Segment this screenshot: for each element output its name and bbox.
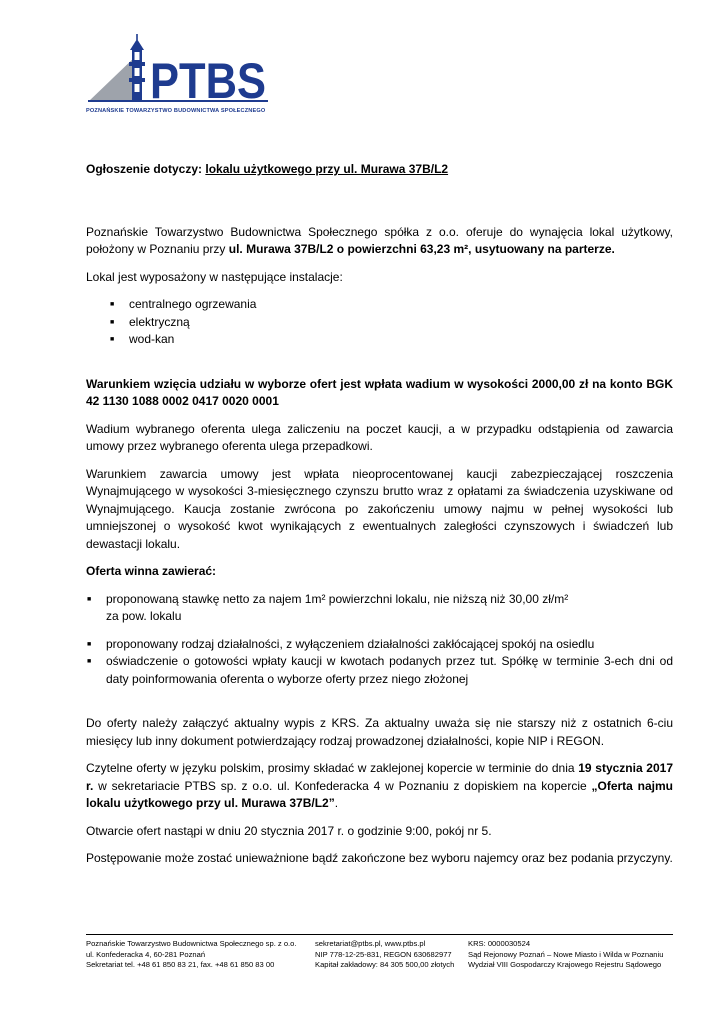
announcement-subject: [86, 161, 673, 179]
subject-prefix: Ogłoszenie dotyczy:: [86, 162, 206, 176]
deposit-paragraph-2: Warunkiem zawarcia umowy jest wpłata nieoprocentowanej kaucji zabezpieczającej roszczenia Wynajmującego w wysokości 3-miesięcznego czynszu brutto wraz z opłatami za świadczenia uzyskiwane od Wynajmującego. Kaucja zostanie zwrócona po zakończeniu umowy najmu w pełnej wysokości lub umniejszonej o wysokość kwot wynikających z ewentualnych zaległości czynszowych i świadczeń lub dewastacji lokalu.: [86, 466, 673, 551]
submission-paragraph: [86, 760, 673, 813]
installations-lead: Lokal jest wyposażony w następujące instalacje:: [86, 269, 343, 284]
footer-line: Sekretariat tel. +48 61 850 83 21, fax. +48 61 850 83 00: [86, 960, 275, 969]
deposit-heading: Warunkiem wzięcia udziału w wyborze ofert jest wpłata wadium w wysokości 2000,00 zł na konto BGK 42 1130 1088 0002 0417 0020 0001: [86, 376, 673, 408]
offer-item-1-line-1: proponowaną stawkę netto za najem 1m² powierzchni lokalu, nie niższą niż 30,00 zł/m²: [106, 591, 569, 606]
logo-wordmark: PTBS: [150, 53, 266, 106]
tower-logo-icon: [86, 34, 271, 106]
list-item: [86, 591, 673, 626]
list-item: ■ proponowany rodzaj działalności, z wyłączeniem działalności zakłócającej spokój na osiedlu: [86, 636, 673, 654]
footer-line: ul. Konfederacka 4, 60-281 Poznań: [86, 949, 206, 959]
logo-subtitle: POZNAŃSKIE TOWARZYSTWO BUDOWNICTWA SPOŁECZNEGO: [86, 108, 266, 114]
footer-company-info: [86, 939, 297, 971]
footer-contact-info: [315, 939, 454, 971]
submission-text-1: Czytelne oferty w języku polskim, prosimy składać w zaklejonej kopercie w terminie do dnia: [86, 761, 579, 775]
list-item: ■ centralnego ogrzewania: [86, 296, 673, 314]
submission-text-3: .: [334, 796, 339, 810]
footer-registry-info: [468, 939, 663, 971]
submission-envelope-label: „Oferta najmu lokalu użytkowego przy ul. Murawa 37B/L2”: [86, 778, 674, 810]
footer-line: Wydział VIII Gospodarczy Krajowego Rejestru Sądowego: [468, 960, 662, 969]
footer-line: Poznańskie Towarzystwo Budownictwa Społecznego sp. z o.o.: [86, 939, 297, 948]
attachments-paragraph: Do oferty należy załączyć aktualny wypis z KRS. Za aktualny uważa się nie starszy niż z ostatnich 6-ciu miesięcy lub inny dokument potwierdzający rodzaj prowadzonej działalności, kopie NIP i REGON.: [86, 716, 673, 748]
submission-text-2: w sekretariacie PTBS sp. z o.o. ul. Konfederacka 4 w Poznaniu z dopiskiem na kopercie: [93, 778, 592, 793]
ptbs-logo: [86, 34, 271, 120]
intro-paragraph: [86, 224, 673, 259]
list-item: ■ oświadczenie o gotowości wpłaty kaucji w kwotach podanych przez tut. Spółkę w terminie 3-ech dni od daty poinformowania oferenta o wyborze oferty przez niego złożonej: [86, 653, 673, 688]
offer-heading: Oferta winna zawierać:: [86, 564, 217, 578]
offer-item-1-line-2: za pow. lokalu: [106, 609, 182, 623]
list-item: ■ elektryczną: [86, 314, 673, 332]
intro-text: Poznańskie Towarzystwo Budownictwa Społecznego spółka z o.o. oferuje do wynajęcia lokal użytkowy, położony w Poznaniu przy: [86, 224, 673, 256]
footer-line: KRS: 0000030524: [468, 939, 531, 948]
announcement-body: [86, 161, 673, 868]
footer-line: Kapitał zakładowy: 84 305 500,00 złotych: [315, 960, 455, 969]
list-item: ■ wod-kan: [86, 331, 673, 349]
footer-line: NIP 778-12-25-831, REGON 630682977: [315, 949, 452, 959]
offer-list: [86, 591, 673, 689]
intro-bold: ul. Murawa 37B/L2 o powierzchni 63,23 m², usytuowany na parterze.: [228, 242, 615, 256]
installations-list: [86, 296, 673, 349]
footer-line: Sąd Rejonowy Poznań – Nowe Miasto i Wilda w Poznaniu: [468, 949, 664, 959]
footer-divider: [86, 934, 673, 935]
footer-line: sekretariat@ptbs.pl, www.ptbs.pl: [315, 939, 426, 948]
submission-date: 19 stycznia 2017 r.: [86, 761, 673, 793]
subject-target: lokalu użytkowego przy ul. Murawa 37B/L2: [205, 162, 449, 176]
opening-paragraph: Otwarcie ofert nastąpi w dniu 20 stycznia 2017 r. o godzinie 9:00, pokój nr 5.: [86, 823, 492, 838]
closing-paragraph: Postępowanie może zostać unieważnione bądź zakończone bez wyboru najemcy oraz bez podania przyczyny.: [86, 851, 673, 865]
deposit-paragraph-1: Wadium wybranego oferenta ulega zaliczeniu na poczet kaucji, a w przypadku odstąpienia od zawarcia umowy przez wybranego oferenta ulega przepadkowi.: [86, 421, 673, 453]
